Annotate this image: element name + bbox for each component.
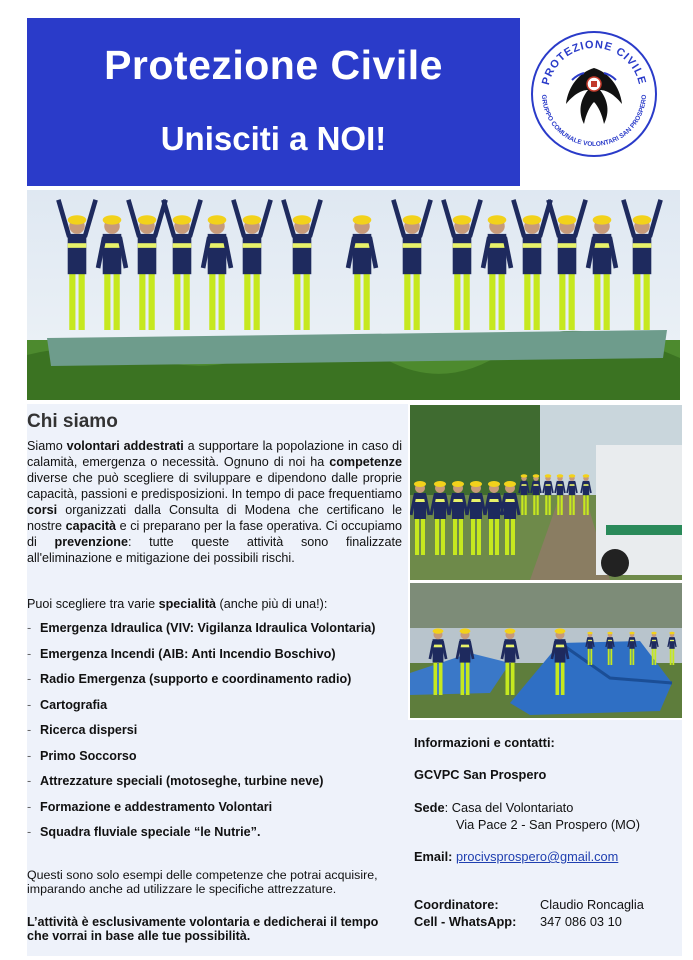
intro-text: diverse che può scegliere di sviluppare e dipendono dalle proprie capacità, passioni e predisposizioni. In tempo di pace frequentiamo	[27, 471, 402, 501]
list-item-label: Emergenza Incendi (AIB: Anti Incendio Boschivo)	[40, 646, 336, 661]
list-item	[27, 620, 402, 636]
list-item	[27, 722, 402, 738]
list-item-label: Primo Soccorso	[40, 748, 137, 763]
sede-line-1	[414, 800, 573, 815]
list-bullet: -	[27, 748, 32, 763]
volunteers-group	[58, 200, 660, 330]
logo-ring-text: GRUPPO COMUNALE VOLONTARI SAN PROSPERO	[539, 94, 649, 149]
list-bullet: -	[27, 646, 32, 661]
intro-highlight: corsi	[27, 503, 58, 517]
intro-highlight: capacità	[65, 519, 117, 533]
list-item	[27, 824, 402, 840]
list-item-label: Squadra fluviale speciale “le Nutrie”.	[40, 825, 261, 839]
intro-paragraph	[27, 438, 402, 566]
intro-text: e ci preparano per la fase operativa. Ci occupiamo di	[27, 519, 402, 549]
contacts-heading: Informazioni e contatti:	[414, 735, 555, 750]
list-bullet: -	[27, 799, 32, 814]
outro-closing: L’attività è esclusivamente volontaria e dedicherai il tempo che vorrai in base alle tue possibilità.	[27, 915, 379, 943]
list-item-label: Cartografia	[40, 697, 108, 712]
list-item	[27, 671, 402, 687]
intro-highlight: volontari addestrati	[66, 439, 184, 453]
coordinator-label: Coordinatore:	[414, 897, 499, 912]
intro-highlight: competenze	[329, 455, 402, 469]
list-item-label: Formazione e addestramento Volontari	[40, 799, 273, 814]
list-item-label: Radio Emergenza (supporto e coordinamento radio)	[40, 672, 352, 686]
list-bullet: -	[27, 672, 32, 686]
sede-line-2: Via Pace 2 - San Prospero (MO)	[456, 817, 640, 832]
intro-text: : tutte queste attività sono finalizzate all'eliminazione e mitigazione dei possibili rischi.	[27, 535, 402, 565]
list-bullet: -	[27, 825, 32, 839]
specialties-intro-text: Puoi scegliere tra varie	[27, 597, 159, 611]
email-row	[414, 849, 618, 864]
intro-highlight: prevenzione	[54, 535, 128, 549]
list-item	[27, 697, 402, 713]
list-item-label: Emergenza Idraulica (VIV: Vigilanza Idraulica Volontaria)	[40, 621, 376, 635]
intro-text: Siamo	[27, 439, 67, 453]
coordinator-name: Claudio Roncaglia	[540, 897, 644, 912]
section-title: Chi siamo	[27, 411, 118, 432]
intro-text: organizzati dalla Consulta di Modena che certificano le nostre	[27, 503, 402, 533]
intro-text: a supportare la popolazione in caso di calamità, emergenza o necessità. Ognuno di noi ha	[27, 439, 402, 469]
group-name: GCVPC San Prospero	[414, 767, 547, 782]
list-bullet: -	[27, 697, 32, 712]
sede-label: Sede	[414, 800, 445, 815]
list-item	[27, 799, 402, 815]
outro-paragraph: Questi sono solo esempi delle competenze che potrai acquisire, imparando anche ad utilizzare le specifiche attrezzature.	[27, 868, 378, 896]
team-photo	[27, 190, 680, 400]
specialties-intro	[27, 597, 327, 611]
list-item	[27, 646, 402, 662]
header-banner	[27, 18, 520, 186]
field-briefing-photo	[410, 405, 682, 580]
sede-value: : Casa del Volontariato	[444, 800, 574, 815]
specialties-intro-highlight: specialità	[158, 597, 217, 611]
list-item	[27, 773, 402, 789]
email-label: Email:	[414, 849, 453, 864]
tent-setup-photo	[410, 583, 682, 718]
phone-label: Cell - WhatsApp:	[414, 914, 517, 929]
list-item-label: Attrezzature speciali (motoseghe, turbine neve)	[40, 774, 324, 788]
list-bullet: -	[27, 723, 32, 737]
list-bullet: -	[27, 621, 32, 635]
specialties-intro-text: (anche più di una!):	[216, 597, 328, 611]
specialties-list	[27, 620, 402, 850]
logo-top-text: PROTEZIONE CIVILE	[539, 38, 649, 87]
page-title: Protezione Civile	[104, 42, 443, 88]
list-item-label: Ricerca dispersi	[40, 723, 138, 737]
group-logo	[528, 28, 660, 160]
list-item	[27, 748, 402, 764]
email-link[interactable]: procivsprospero@gmail.com	[455, 849, 619, 864]
phone-number[interactable]: 347 086 03 10	[540, 914, 622, 929]
list-bullet: -	[27, 774, 32, 788]
page-subtitle: Unisciti a NOI!	[160, 120, 387, 157]
